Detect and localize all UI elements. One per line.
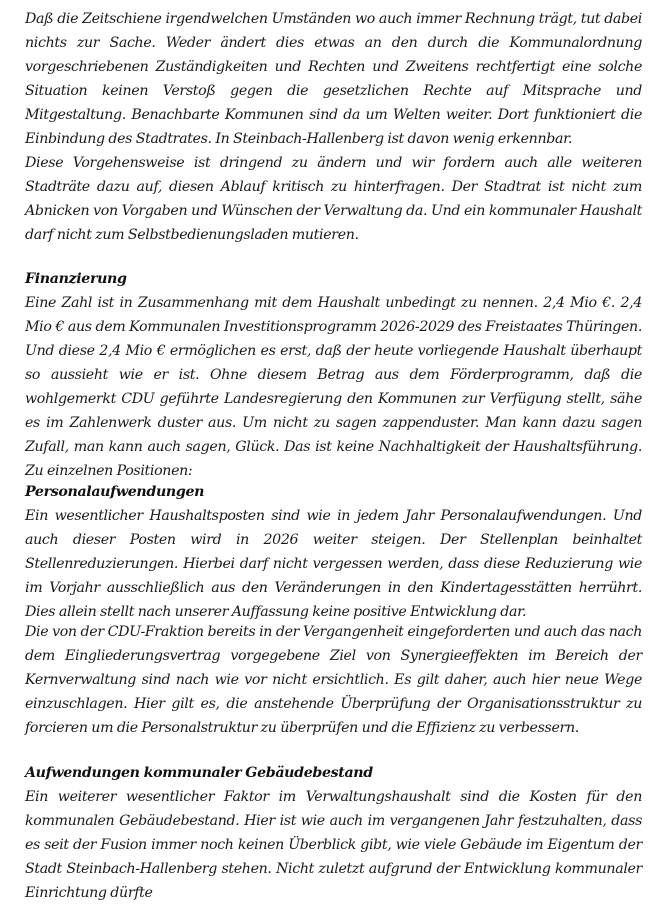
paragraph-intro-2: Diese Vorgehensweise ist dringend zu ändern und wir fordern auch alle weiteren Stadträte dazu auf, diesen Ablauf kritisch zu hinterfragen. Der Stadtrat ist nicht zum Abnicken von Vorgaben und Wünschen der Verwaltung da. Und ein kommunaler Haushalt darf nicht zum Selbstbedienungsladen mutieren. — [25, 155, 642, 243]
paragraph-intro-1: Daß die Zeitschiene irgendwelchen Umständen wo auch immer Rechnung trägt, tut dabei nichts zur Sache. Weder ändert dies etwas an den durch die Kommunalordnung vorgeschriebenen Zuständigkeiten und Rechten und Zweitens rechtfertigt eine solche Situation keinen Verstoß gegen die gesetzlichen Rechte auf Mitsprache und Mitgestaltung. Benachbarte Kommunen sind da um Welten weiter. Dort funktioniert die Einbindung des Stadtrates. In Steinbach-Hallenberg ist davon wenig erkennbar. — [25, 11, 642, 147]
section-heading-personalaufwendungen: Personalaufwendungen — [25, 484, 205, 500]
section-heading-finanzierung: Finanzierung — [25, 271, 127, 287]
paragraph-gebaeudebestand: Ein weiterer wesentlicher Faktor im Verwaltungshaushalt sind die Kosten für den kommunalen Gebäudebestand. Hier ist wie auch im vergangenen Jahr festzuhalten, dass es seit der Fusion immer noch keinen Überblick gibt, wie viele Gebäude im Eigentum der Stadt Steinbach-Hallenberg stehen. Nicht zuletzt aufgrund der Entwicklung kommunaler Einrichtung dürfte — [25, 789, 642, 901]
paragraph-personal-1: Ein wesentlicher Haushaltsposten sind wie in jedem Jahr Personalaufwendungen. Und auch dieser Posten wird in 2026 weiter steigen. Der Stellenplan beinhaltet Stellenreduzierungen. Hierbei darf nicht vergessen werden, dass diese Reduzierung wie im Vorjahr ausschließlich aus den Veränderungen in den Kindertagesstätten herrührt. Dies allein stellt nach unserer Auffassung keine positive Entwicklung dar. — [25, 508, 642, 620]
section-heading-gebaeudebestand: Aufwendungen kommunaler Gebäudebestand — [25, 765, 373, 781]
paragraph-finanzierung: Eine Zahl ist in Zusammenhang mit dem Haushalt unbedingt zu nennen. 2,4 Mio €. 2,4 Mio € aus dem Kommunalen Investitionsprogramm 2026-2029 des Freistaates Thüringen. Und diese 2,4 Mio € ermöglichen es erst, daß der heute vorliegende Haushalt überhaupt so aussieht wie er ist. Ohne diesem Betrag aus dem Förderprogramm, daß die wohlgemerkt CDU geführte Landesregierung den Kommunen zur Verfügung stellt, sähe es im Zahlenwerk duster aus. Um nicht zu sagen zappenduster. Man kann dazu sagen Zufall, man kann auch sagen, Glück. Das ist keine Nachhaltigkeit der Haushaltsführung. Zu einzelnen Positionen: — [25, 295, 642, 479]
paragraph-personal-2: Die von der CDU-Fraktion bereits in der Vergangenheit eingeforderten und auch das nach dem Eingliederungsvertrag vorgegebene Ziel von Synergieeffekten im Bereich der Kernverwaltung sind nach wie vor nicht ersichtlich. Es gilt daher, auch hier neue Wege einzuschlagen. Hier gilt es, die anstehende Überprüfung der Organisationsstruktur zu forcieren um die Personalstruktur zu überprüfen und die Effizienz zu verbessern. — [25, 624, 642, 736]
